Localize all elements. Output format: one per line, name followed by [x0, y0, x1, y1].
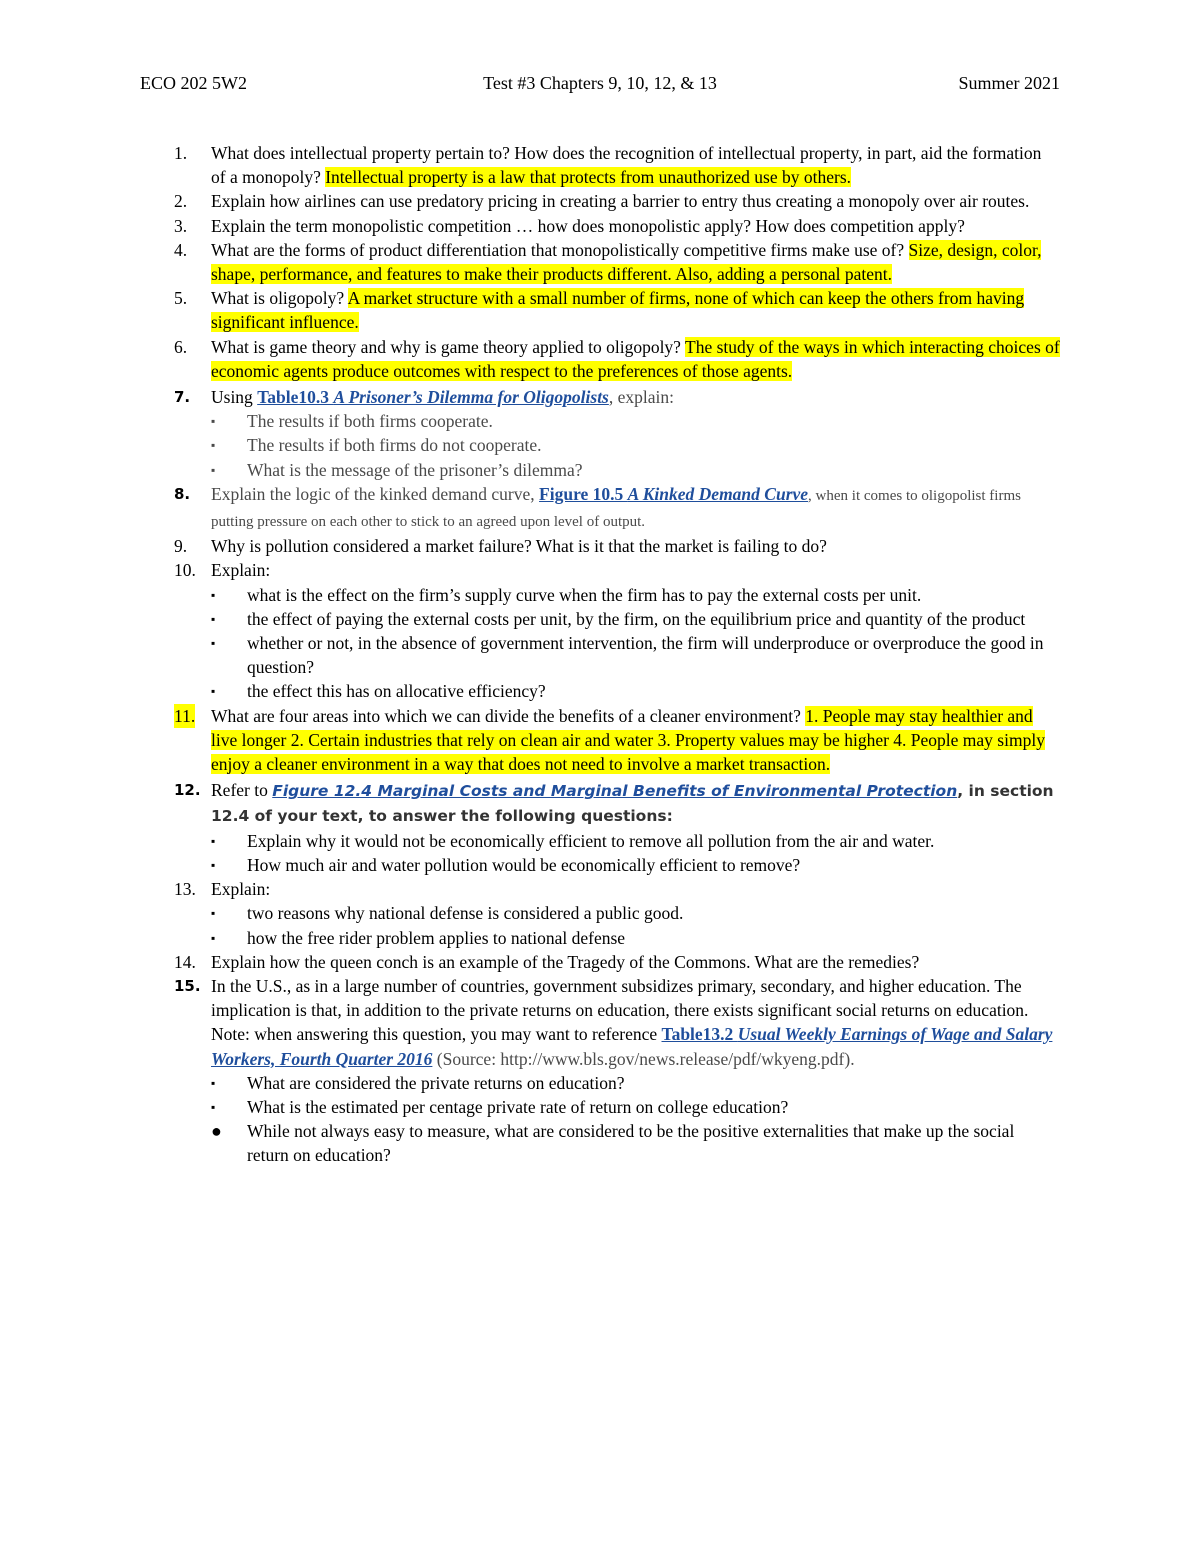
question-number: 12. [174, 781, 201, 800]
highlighted-answer: 1. People may stay healthier and live longer 2. Certain industries that rely on clean air and water 3. Property values may be higher 4. People may simply enjoy a cleaner environment in a way that does not need to involve a market transaction. [211, 705, 1045, 775]
list-item [0, 1119, 1200, 1167]
test-title: Test #3 Chapters 9, 10, 12, & 13 [483, 73, 717, 93]
square-bullet-icon: ▪ [211, 587, 216, 602]
square-bullet-icon: ▪ [211, 1099, 216, 1114]
question-number: 13. [174, 879, 196, 900]
bullet-text: the effect this has on allocative efficiency? [247, 681, 546, 702]
question-text: Explain: [211, 879, 271, 900]
question-9 [0, 534, 1200, 558]
question-text-end: , explain: [608, 387, 674, 408]
question-number: 10. [174, 560, 196, 581]
question-10-bullets [0, 583, 1200, 704]
highlighted-answer: Size, design, color, shape, performance, and features to make their products different. Also, adding a personal patent. [211, 239, 1042, 285]
question-7-bullets [0, 409, 1200, 482]
square-bullet-icon: ▪ [211, 906, 216, 921]
question-13-bullets [0, 901, 1200, 949]
question-number: 4. [174, 239, 188, 260]
question-3 [0, 214, 1200, 238]
square-bullet-icon: ▪ [211, 636, 216, 651]
question-2 [0, 189, 1200, 213]
question-text: What are four areas into which we can divide the benefits of a cleaner environment? [211, 705, 806, 726]
question-7 [0, 385, 1200, 409]
list-item [0, 607, 1200, 631]
bullet-text: While not always easy to measure, what are considered to be the positive externalities that make up the social return on education? [247, 1121, 1015, 1166]
question-14 [0, 950, 1200, 974]
bullet-text: the effect of paying the external costs per unit, by the firm, on the equilibrium price and quantity of the product [247, 608, 1026, 629]
term: Summer 2021 [958, 73, 1060, 93]
bullet-text: How much air and water pollution would be economically efficient to remove? [247, 854, 801, 875]
list-item [0, 458, 1200, 482]
bullet-text: What is the estimated per centage private rate of return on college education? [247, 1096, 789, 1117]
link-title: A Kinked Demand Curve [627, 483, 809, 504]
list-item [0, 679, 1200, 703]
link-label: Table13.2 [661, 1024, 738, 1045]
question-15-bullets [0, 1071, 1200, 1168]
link-label: Figure 10.5 [539, 483, 628, 504]
link-title: Figure 12.4 Marginal Costs and Marginal Benefits of Environmental Protection [272, 782, 958, 801]
bullet-text: The results if both firms do not cooperate. [247, 435, 542, 456]
figure-12-4-link[interactable] [272, 782, 957, 800]
square-bullet-icon: ▪ [211, 857, 216, 872]
question-text: Refer to [211, 780, 273, 801]
highlighted-answer: The study of the ways in which interacting choices of economic agents produce outcomes with respect to the preferences of those agents. [211, 336, 1060, 381]
question-text: In the U.S., as in a large number of countries, government subsidizes primary, secondary, and higher education. The implication is that, in addition to the private returns on education, there exists significant social returns on education. Note: when answering this question, you may want to reference [211, 975, 1029, 1045]
source-citation: (Source: http://www.bls.gov/news.release/pdf/wkyeng.pdf). [432, 1048, 855, 1069]
square-bullet-icon: ▪ [211, 414, 216, 429]
table-10-3-link[interactable] [257, 387, 609, 407]
question-list [0, 141, 1200, 1168]
bullet-text: What are considered the private returns on education? [247, 1072, 625, 1093]
question-8 [0, 482, 1200, 534]
question-number: 5. [174, 288, 188, 309]
course-code: ECO 202 5W2 [140, 73, 247, 93]
question-number: 11. [174, 704, 195, 728]
question-number: 7. [174, 388, 191, 407]
question-text: What are the forms of product differentiation that monopolistically competitive firms make use of? [211, 239, 909, 260]
list-item [0, 829, 1200, 853]
round-bullet-icon: ● [211, 1121, 222, 1142]
link-label: Table10.3 [257, 387, 334, 408]
square-bullet-icon: ▪ [211, 1075, 216, 1090]
question-text: What is oligopoly? [211, 288, 348, 309]
question-13 [0, 877, 1200, 901]
question-text: Explain how the queen conch is an example of the Tragedy of the Commons. What are the remedies? [211, 951, 920, 972]
square-bullet-icon: ▪ [211, 833, 216, 848]
question-number: 15. [174, 976, 201, 995]
list-item [0, 901, 1200, 925]
highlighted-answer: Intellectual property is a law that protects from unauthorized use by others. [325, 167, 852, 188]
question-text: Explain the term monopolistic competition … how does monopolistic apply? How does competition apply? [211, 215, 965, 236]
list-item [0, 433, 1200, 457]
list-item [0, 926, 1200, 950]
question-text-end: , in section 12.4 of your text, to answer the following questions: [211, 782, 1054, 826]
link-title: A Prisoner’s Dilemma for Oligopolists [333, 387, 609, 408]
question-1 [0, 141, 1200, 189]
question-number: 9. [174, 536, 188, 557]
question-5 [0, 286, 1200, 334]
question-text: What does intellectual property pertain to? How does the recognition of intellectual property, in part, aid the formation of a monopoly? [211, 143, 1042, 188]
question-12-bullets [0, 829, 1200, 877]
question-4 [0, 238, 1200, 286]
bullet-text: what is the effect on the firm’s supply curve when the firm has to pay the external costs per unit. [247, 584, 922, 605]
list-item [0, 583, 1200, 607]
question-text: What is game theory and why is game theory applied to oligopoly? [211, 336, 686, 357]
bullet-text: The results if both firms cooperate. [247, 411, 493, 432]
bullet-text: What is the message of the prisoner’s dilemma? [247, 459, 583, 480]
bullet-text: whether or not, in the absence of government intervention, the firm will underproduce or overproduce the good in question? [247, 633, 1044, 678]
figure-10-5-link[interactable] [539, 484, 808, 504]
list-item [0, 1095, 1200, 1119]
square-bullet-icon: ▪ [211, 930, 216, 945]
square-bullet-icon: ▪ [211, 684, 216, 699]
question-10 [0, 558, 1200, 582]
question-15 [0, 974, 1200, 1071]
square-bullet-icon: ▪ [211, 611, 216, 626]
bullet-text: Explain why it would not be economically efficient to remove all pollution from the air and water. [247, 830, 935, 851]
square-bullet-icon: ▪ [211, 462, 216, 477]
question-number: 8. [174, 484, 191, 503]
question-text: Explain: [211, 560, 271, 581]
list-item [0, 631, 1200, 679]
highlighted-answer: A market structure with a small number of firms, none of which can keep the others from having significant influence. [211, 288, 1025, 333]
question-text: Explain how airlines can use predatory pricing in creating a barrier to entry thus creating a monopoly over air routes. [211, 191, 1030, 212]
question-number: 1. [174, 143, 188, 163]
question-text: Using [211, 387, 258, 408]
question-text: Explain the logic of the kinked demand curve, [211, 483, 540, 504]
question-number: 3. [174, 215, 188, 236]
question-number: 2. [174, 191, 188, 212]
question-number: 14. [174, 951, 196, 972]
square-bullet-icon: ▪ [211, 438, 216, 453]
list-item [0, 409, 1200, 433]
question-6 [0, 335, 1200, 383]
bullet-text: how the free rider problem applies to national defense [247, 927, 626, 948]
question-11 [0, 704, 1200, 777]
page-header [140, 70, 1060, 96]
question-text-end: , when it comes to oligopolist firms putting pressure on each other to stick to an agreed upon level of output. [211, 487, 1021, 531]
question-12 [0, 778, 1200, 828]
link-title: Usual Weekly Earnings of Wage and Salary Workers, Fourth Quarter 2016 [211, 1024, 1053, 1069]
list-item [0, 1071, 1200, 1095]
question-text: Why is pollution considered a market failure? What is it that the market is failing to do? [211, 536, 827, 557]
bullet-text: two reasons why national defense is considered a public good. [247, 903, 684, 924]
question-number: 6. [174, 336, 188, 357]
list-item [0, 853, 1200, 877]
